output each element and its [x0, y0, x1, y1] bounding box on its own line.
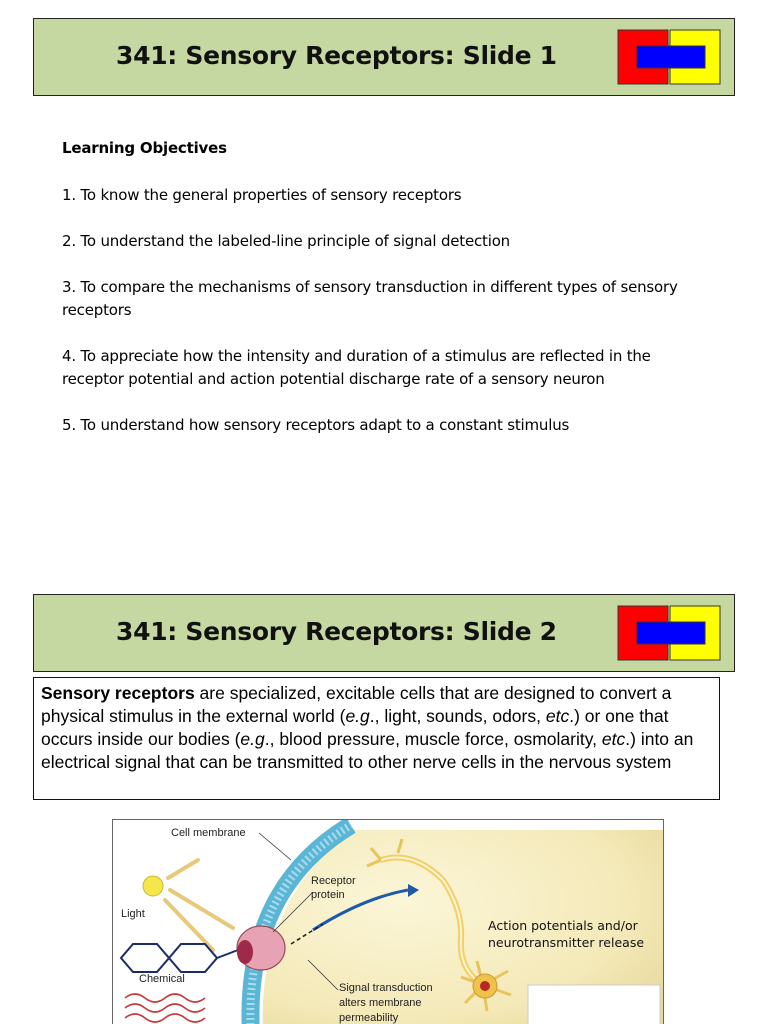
- light-rays: [165, 860, 233, 950]
- receptor-binding-site: [237, 940, 253, 964]
- signal-transduction-label-2: alters membrane: [339, 997, 422, 1009]
- caption-line-1: Action potentials and/or: [488, 918, 638, 933]
- definition-etc: etc: [601, 729, 626, 749]
- objective-item: 4. To appreciate how the intensity and duration of a stimulus are reflected in the receptor potential and action potential discharge rate of a sensory neuron: [62, 347, 651, 388]
- definition-text: ., blood pressure, muscle force, osmolarity,: [264, 729, 602, 749]
- definition-term: Sensory receptors: [41, 683, 195, 703]
- definition-eg: e.g: [345, 706, 370, 726]
- course-logo-icon: [617, 29, 721, 85]
- light-label: Light: [121, 908, 145, 920]
- chemical-stimulus-icon: [121, 944, 238, 972]
- definition-box: [33, 677, 720, 800]
- signal-transduction-label-3: permeability: [339, 1012, 399, 1024]
- receptor-protein-label-1: Receptor: [311, 875, 356, 887]
- figure-inset: [528, 985, 660, 1024]
- objective-item: 2. To understand the labeled-line principle of signal detection: [62, 232, 510, 250]
- caption-line-2: neurotransmitter release: [488, 935, 645, 950]
- objective-item: 1. To know the general properties of sensory receptors: [62, 186, 462, 204]
- slide2-header: [33, 594, 735, 672]
- objective-item: 3. To compare the mechanisms of sensory transduction in different types of sensory receptors: [62, 278, 678, 319]
- course-logo-icon: [617, 605, 721, 661]
- slide2-title: 341: Sensory Receptors: Slide 2: [116, 617, 557, 646]
- signal-transduction-label-1: Signal transduction: [339, 982, 433, 994]
- mechanical-stimulus-icon: [125, 994, 205, 1022]
- sensory-receptor-figure: [112, 819, 664, 1024]
- definition-text: are specialized, excitable cells that are designed to convert a physical stimulus in the external world (: [41, 683, 672, 726]
- definition-eg: e.g: [240, 729, 265, 749]
- definition-text: ., light, sounds, odors,: [369, 706, 546, 726]
- objectives-heading: Learning Objectives: [62, 139, 227, 157]
- definition-text: .) into an electrical signal that can be transmitted to other nerve cells in the nervous system: [41, 729, 694, 772]
- chemical-label: Chemical: [139, 973, 185, 985]
- cell-membrane-label: Cell membrane: [171, 827, 246, 839]
- objective-item: 5. To understand how sensory receptors adapt to a constant stimulus: [62, 416, 570, 434]
- learning-objectives: [62, 137, 712, 460]
- neuron-nucleus: [480, 981, 490, 991]
- action-potential-caption: [488, 917, 644, 951]
- slide1-header: [33, 18, 735, 96]
- slide1-title: 341: Sensory Receptors: Slide 1: [116, 41, 557, 70]
- receptor-protein-label-2: protein: [311, 889, 345, 901]
- definition-text: .) or one that occurs inside our bodies (: [41, 706, 669, 749]
- light-stimulus-icon: [143, 876, 163, 896]
- definition-etc: etc: [545, 706, 570, 726]
